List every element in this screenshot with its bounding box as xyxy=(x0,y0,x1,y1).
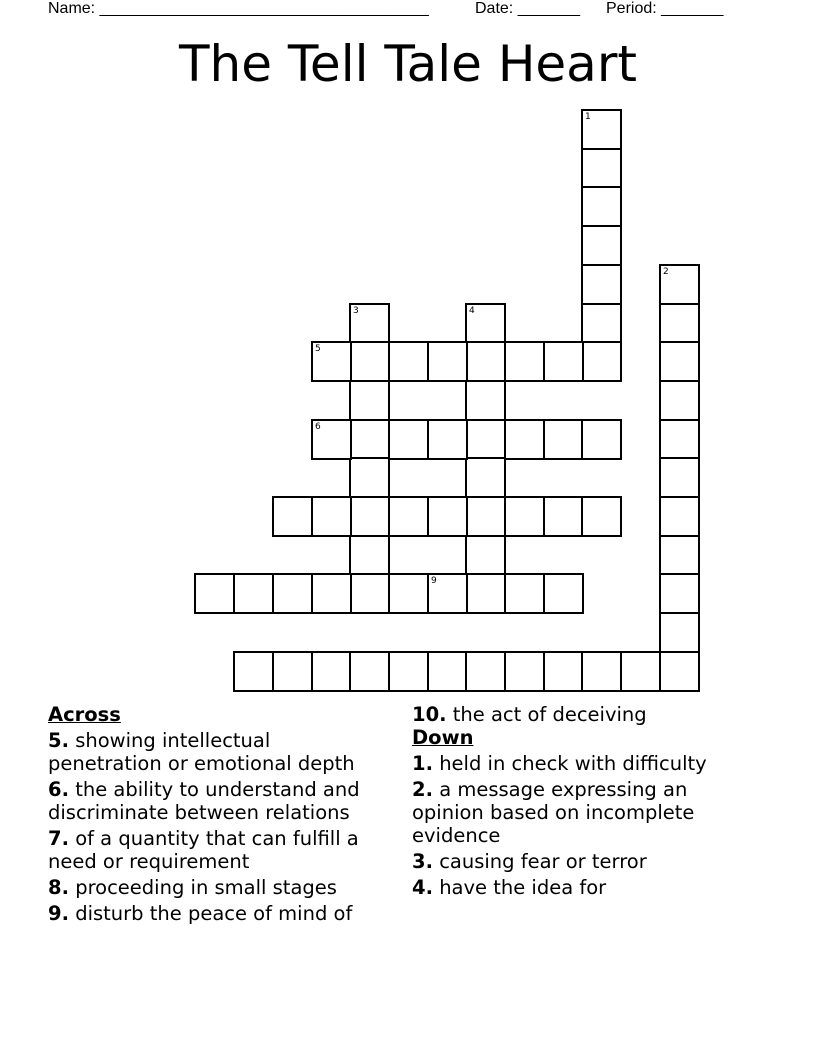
grid-cell[interactable] xyxy=(465,303,506,344)
grid-cell[interactable] xyxy=(581,341,622,382)
grid-cell[interactable] xyxy=(543,573,584,614)
across-heading: Across xyxy=(48,703,121,726)
grid-cell[interactable] xyxy=(233,651,274,692)
grid-cell[interactable] xyxy=(349,651,390,692)
grid-cell[interactable] xyxy=(272,651,313,692)
grid-cell[interactable] xyxy=(311,651,352,692)
grid-cell[interactable] xyxy=(504,341,545,382)
grid-cell[interactable] xyxy=(581,225,622,266)
across-clue-10: 10. the act of deceiving xyxy=(412,703,647,726)
grid-cell[interactable] xyxy=(465,535,506,576)
grid-cell[interactable] xyxy=(349,496,390,537)
grid-cell[interactable] xyxy=(465,341,506,382)
grid-cell[interactable] xyxy=(427,573,468,614)
grid-cell[interactable] xyxy=(581,186,622,227)
clue-number: 3 xyxy=(353,306,359,316)
grid-cell[interactable] xyxy=(311,341,352,382)
period-field: Period: _______ xyxy=(606,0,724,17)
grid-cell[interactable] xyxy=(543,651,584,692)
clue-number: 6 xyxy=(315,422,321,432)
grid-cell[interactable] xyxy=(194,573,235,614)
grid-cell[interactable] xyxy=(543,496,584,537)
grid-cell[interactable] xyxy=(349,535,390,576)
across-clue-6: 6. the ability to understand and discriminate between relations xyxy=(48,778,360,824)
across-clue-8: 8. proceeding in small stages xyxy=(48,876,337,899)
grid-cell[interactable] xyxy=(581,148,622,189)
grid-cell[interactable] xyxy=(388,341,429,382)
puzzle-title: The Tell Tale Heart xyxy=(179,35,637,93)
grid-cell[interactable] xyxy=(543,341,584,382)
clues-column-left xyxy=(48,703,388,928)
grid-cell[interactable] xyxy=(311,573,352,614)
grid-cell[interactable] xyxy=(659,264,700,305)
across-clue-5: 5. showing intellectual penetration or emotional depth xyxy=(48,729,355,775)
grid-cell[interactable] xyxy=(659,419,700,460)
grid-cell[interactable] xyxy=(581,419,622,460)
grid-cell[interactable] xyxy=(581,496,622,537)
grid-cell[interactable] xyxy=(465,419,506,460)
grid-cell[interactable] xyxy=(543,419,584,460)
grid-cell[interactable] xyxy=(504,651,545,692)
down-clue-3: 3. causing fear or terror xyxy=(412,850,647,873)
grid-cell[interactable] xyxy=(349,380,390,421)
grid-cell[interactable] xyxy=(465,573,506,614)
grid-cell[interactable] xyxy=(311,496,352,537)
grid-cell[interactable] xyxy=(388,496,429,537)
grid-cell[interactable] xyxy=(272,573,313,614)
grid-cell[interactable] xyxy=(388,651,429,692)
grid-cell[interactable] xyxy=(465,496,506,537)
down-clue-1: 1. held in check with difficulty xyxy=(412,752,707,775)
grid-cell[interactable] xyxy=(504,573,545,614)
grid-cell[interactable] xyxy=(659,303,700,344)
grid-cell[interactable] xyxy=(388,573,429,614)
grid-cell[interactable] xyxy=(581,651,622,692)
grid-cell[interactable] xyxy=(465,457,506,498)
grid-cell[interactable] xyxy=(659,612,700,653)
grid-cell[interactable] xyxy=(427,496,468,537)
across-clue-9: 9. disturb the peace of mind of xyxy=(48,902,353,925)
clues-column-right xyxy=(412,703,752,902)
grid-cell[interactable] xyxy=(233,573,274,614)
grid-cell[interactable] xyxy=(659,535,700,576)
date-field: Date: _______ xyxy=(475,0,580,17)
down-heading: Down xyxy=(412,726,474,749)
grid-cell[interactable] xyxy=(659,341,700,382)
grid-cell[interactable] xyxy=(659,457,700,498)
grid-cell[interactable] xyxy=(659,380,700,421)
grid-cell[interactable] xyxy=(427,419,468,460)
grid-cell[interactable] xyxy=(581,109,622,150)
grid-cell[interactable] xyxy=(349,419,390,460)
grid-cell[interactable] xyxy=(349,457,390,498)
grid-cell[interactable] xyxy=(272,496,313,537)
grid-cell[interactable] xyxy=(504,496,545,537)
down-clue-2: 2. a message expressing an opinion based on incomplete evidence xyxy=(412,778,695,847)
grid-cell[interactable] xyxy=(659,496,700,537)
clue-number: 1 xyxy=(585,112,591,122)
grid-cell[interactable] xyxy=(504,419,545,460)
grid-cell[interactable] xyxy=(581,264,622,305)
clue-number: 9 xyxy=(431,576,437,586)
down-clue-4: 4. have the idea for xyxy=(412,876,607,899)
grid-cell[interactable] xyxy=(349,573,390,614)
grid-cell[interactable] xyxy=(620,651,661,692)
grid-cell[interactable] xyxy=(465,380,506,421)
grid-cell[interactable] xyxy=(465,651,506,692)
grid-cell[interactable] xyxy=(659,573,700,614)
grid-cell[interactable] xyxy=(388,419,429,460)
grid-cell[interactable] xyxy=(659,651,700,692)
grid-cell[interactable] xyxy=(427,341,468,382)
grid-cell[interactable] xyxy=(349,341,390,382)
grid-cell[interactable] xyxy=(349,303,390,344)
across-clue-7: 7. of a quantity that can fulfill a need or requirement xyxy=(48,827,359,873)
name-field: Name: _____________________________________ xyxy=(48,0,429,17)
clue-number: 5 xyxy=(315,344,321,354)
clue-number: 4 xyxy=(469,306,475,316)
grid-cell[interactable] xyxy=(311,419,352,460)
clue-number: 2 xyxy=(663,267,669,277)
grid-cell[interactable] xyxy=(427,651,468,692)
grid-cell[interactable] xyxy=(581,303,622,344)
